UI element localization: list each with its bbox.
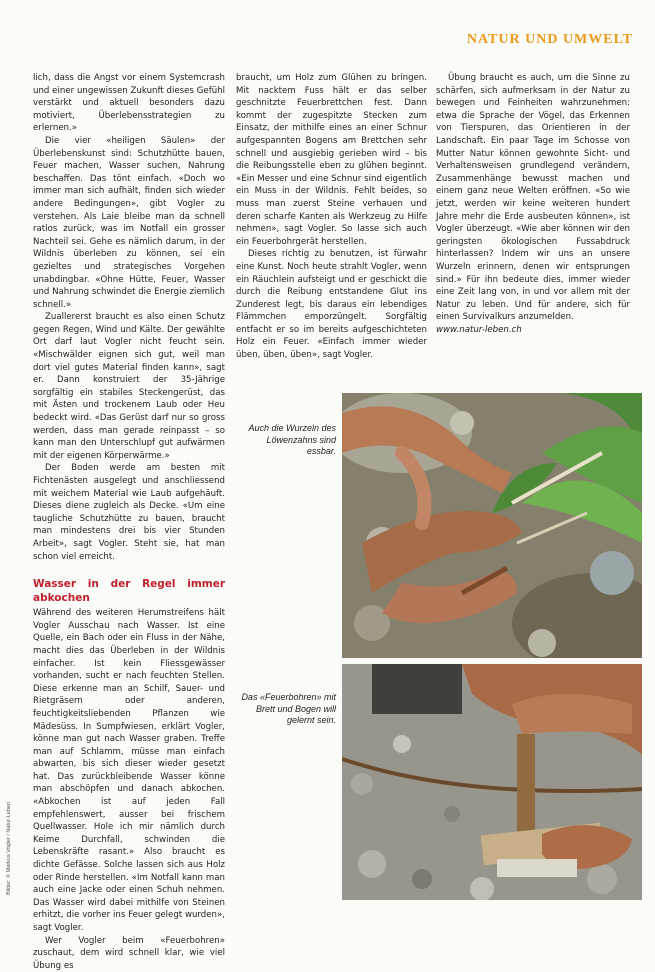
subheading: Wasser in der Regel immer abkochen [33,578,225,605]
photo-fire-drill-illustration [342,664,642,900]
paragraph: braucht, um Holz zum Glühen zu bringen. Mit nacktem Fuss hält er das selber geschnitzte Feuerbrettchen fest. Dann kommt der zugespitzte Stecken zum Einsatz, der mithilfe eines an einer Schnur aufgespannten Bogens am Brettchen sehr schnell und ausgiebig gerieben wird – bis die Reibungsstelle eben zu glühen beginnt. «Ein Messer und eine Schnur sind eigentlich ein Muss in der Wildnis. Fehlt beides, so muss man zuerst Steine verhauen und deren scharfe Kanten als Werkzeug zu Hilfe nehmen», sagt Vogler. So lasse sich auch ein Feuerbohrgerät herstellen. [236,73,427,247]
paragraph: Dieses richtig zu benutzen, ist fürwahr eine Kunst. Noch heute strahlt Vogler, wenn ein Räuchlein aufsteigt und er geschickt die durch die Reibung entstandene Glut ins Zunderest legt, bis daraus ein lebendiges Flämmchen emporzüngelt. Sorgfältig entfacht er so im bereits aufgeschichteten Holz ein Feuer. «Einfach immer wieder üben, üben, üben», sagt Vogler. [236,249,427,361]
photo-dandelion-roots [342,393,642,658]
paragraph: Die vier «heiligen Säulen» der Überlebenskunst sind: Schutzhütte bauen, Feuer machen, Wasser suchen, Nahrung beschaffen. Das tönt einfach. «Doch wo immer man sich aufhält, finden sich wieder andere Bedingungen», gibt Vogler zu verstehen. Als Laie bleibe man da schnell ratlos zurück, was im Notfall ein grosser Nachteil sei. Gehe es nämlich darum, in der Wildnis überleben zu können, sei ein gezieltes und strategisches Vorgehen unabdingbar. «Ohne Hütte, Feuer, Wasser und Nahrung schwindet die Energie ziemlich schnell.» [33,135,225,310]
photo-dandelion-roots-illustration [342,393,642,658]
photo-credit [6,705,14,895]
paragraph: Wer Vogler beim «Feuerbohren» zuschaut, dem wird schnell klar, wie viel Übung es [33,935,225,971]
paragraph: lich, dass die Angst vor einem Systemcrash und einer ungewissen Zukunft dieses Gefühl verstärkt und aktuell besonders dazu motiviert, Überlebensstrategien zu erlernen.» [33,73,225,134]
photo-fire-drill [342,664,642,900]
paragraph: Während des weiteren Herumstreifens hält Vogler Ausschau nach Wasser. Ist eine Quelle, ein Bach oder ein Fluss in der Nähe, macht dies das Überleben in der Wildnis einfacher. Ist kein Fliessgewässer vorhanden, sucht er nach feuchten Stellen. Diese erkenne man an Schilf, Sauer- und Rietgräsern oder anderen, feuchtigkeitsliebenden Pflanzen wie Mädesüss. In Sumpfwiesen, erklärt Vogler, könne man gut nach Wasser graben. Treffe man auf Schlamm, müsse man einfach abwarten, bis sich dieser wieder gesetzt hat. Das zurückbleibende Wasser könne man abschöpfen und danach abkochen. «Abkochen ist auf jeden Fall empfehlenswert, ausser bei frischem Quellwasser. Hole ich mir nämlich durch Keime Durchfall, schwinden die Lebenskräfte rasant.» Also braucht es dichte Gefässe. Solche lassen sich aus Holz oder Rinde herstellen. «Im Notfall kann man auch eine Jacke oder einen Schuh nehmen. Das Wasser wird dabei mithilfe von Steinen erhitzt, die vorher ins Feuer gelegt wurden», sagt Vogler. [33,608,225,933]
photo-credit-text: Bilder: © Markus Vogler / Natur-Leben [6,801,12,895]
photo-caption-dandelion: Auch die Wurzeln des Löwenzahns sind essbar. [248,423,336,456]
paragraph: Zuallererst braucht es also einen Schutz gegen Regen, Wind und Kälte. Der gewählte Ort darf laut Vogler nicht feucht sein. «Mischwälder eignen sich gut, weil man dort viel gutes Material finden kann», sagt er. Dann konstruiert der 35-Jährige sorgfältig ein stabiles Steckengerüst, das mit Ästen und trockenem Laub oder Heu bedeckt wird. «Das Gerüst darf nur so gross werden, dass man gerade reinpasst – so kann man den Unterschlupf gut aufwärmen mit der eigenen Körperwärme.» [33,312,225,461]
paragraph: Der Boden werde am besten mit Fichtenästen ausgelegt und anschliessend mit weichem Material wie Laub aufgehäuft. Dieses diene zugleich als Decke. «Um eine taugliche Schutzhütte zu bauen, braucht man mindestens drei bis vier Stunden Arbeit», sagt Vogler. Steht sie, hat man schon viel erreicht. [33,463,225,562]
paragraph: Übung braucht es auch, um die Sinne zu schärfen, sich aufmerksam in der Natur zu bewegen und Feinheiten wahrzunehmen: etwa die Sprache der Vögel, das Erkennen von Tierspuren, das Orientieren in der Landschaft. Ein paar Tage im Schosse von Mutter Natur können gewohnte Sicht- und Verhaltensweisen grundlegend verändern, Zusammenhänge bewusst machen und einem ganz neue Welten eröffnen. «So wie jetzt, werden wir keine weiteren hundert Jahre mehr die Erde ausbeuten können», ist Vogler überzeugt. «Wie aber können wir den geringsten ökologischen Fussabdruck hinterlassen? Indem wir uns an unsere Wurzeln erinnern, denen wir entsprungen sind.» Für ihn bedeute dies, immer wieder eine Zeit lang von, in und vor allem mit der Natur zu leben. Und für andere, sich für einen Survivalkurs anzumelden. [436,73,630,323]
website-link[interactable]: www.natur-leben.ch [436,324,522,335]
photo-caption-fire-drill: Das «Feuerbohren» mit Brett und Bogen will gelernt sein. [241,692,336,725]
text-column-3 [436,72,630,336]
text-column-2 [236,72,427,362]
section-label: NATUR UND UMWELT [466,32,633,47]
text-column-1 [33,72,225,972]
